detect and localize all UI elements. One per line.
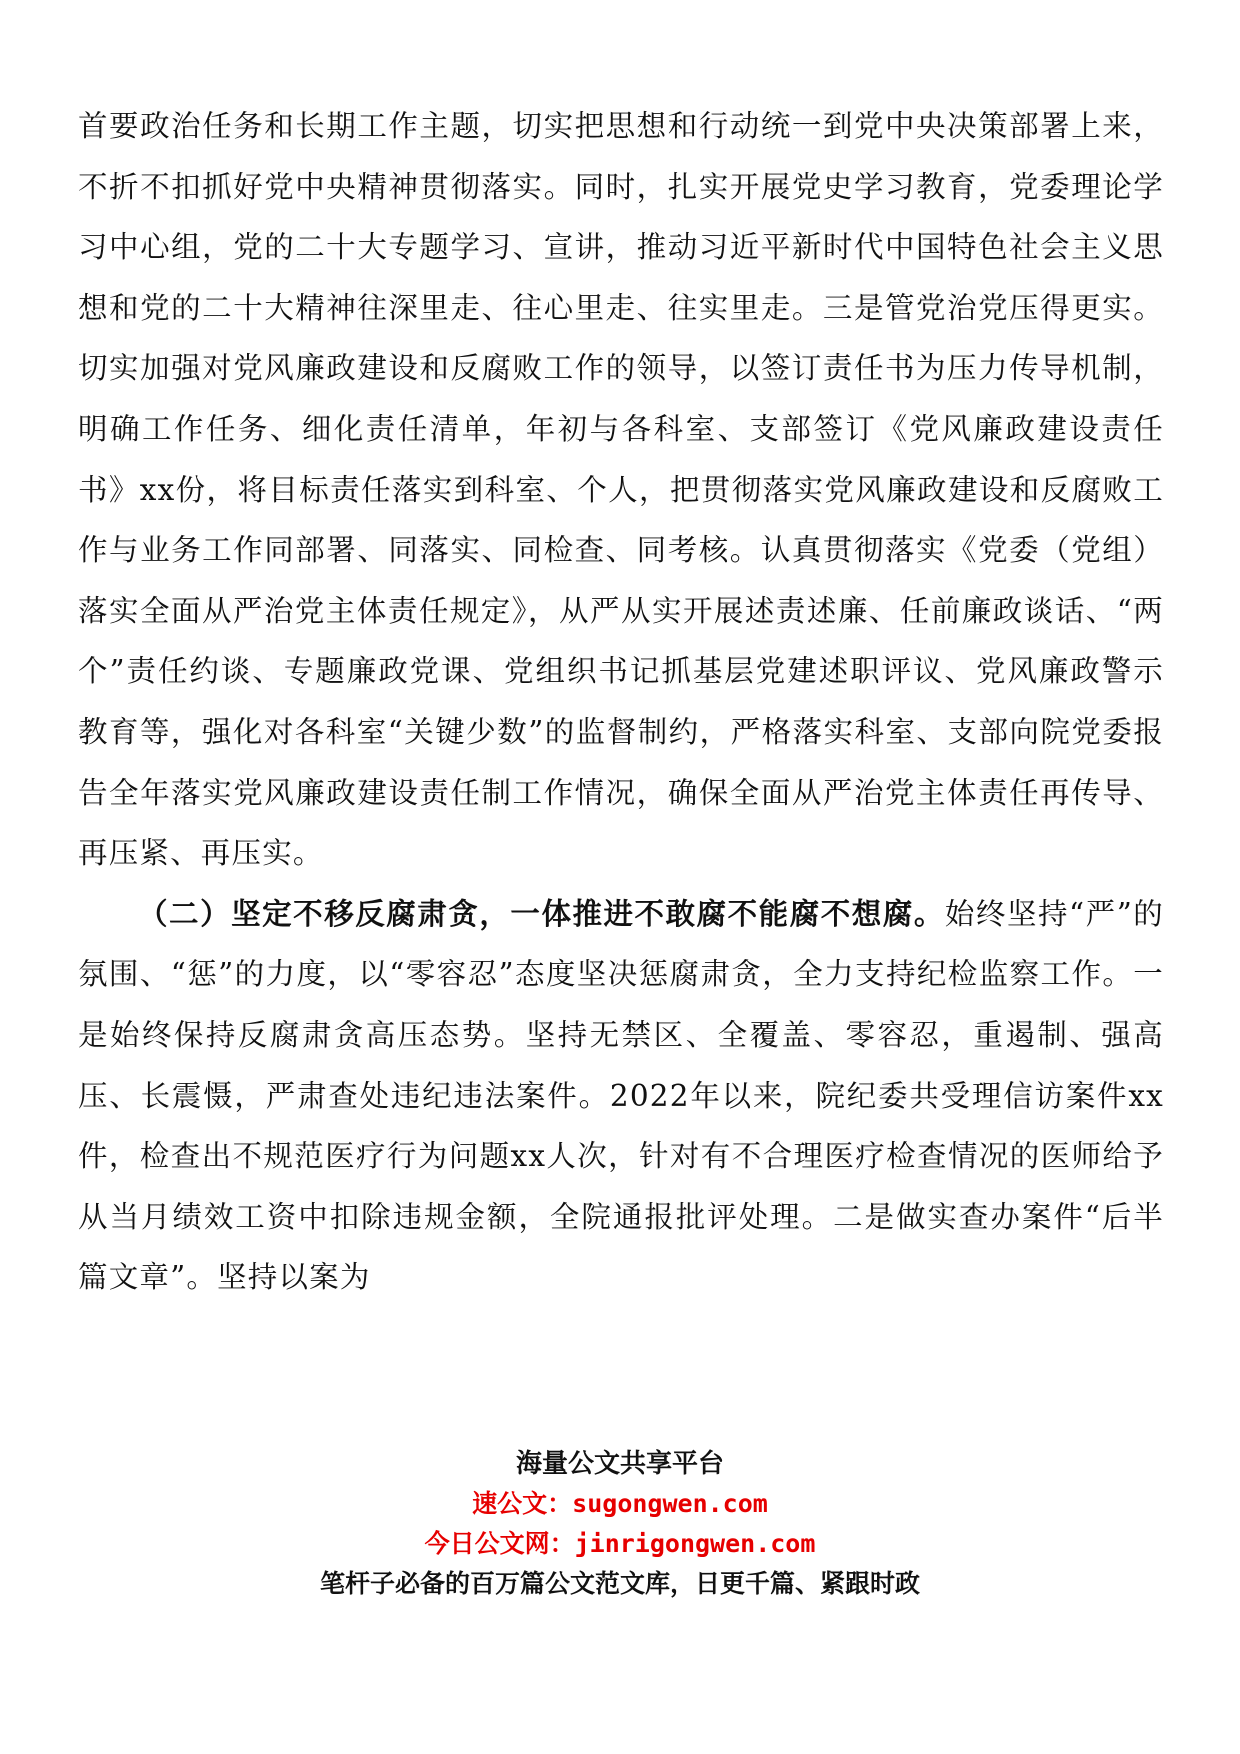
footer-site-2-url[interactable]: jinrigongwen.com [574,1529,816,1558]
promo-footer [0,1444,1240,1604]
footer-site-2 [0,1524,1240,1564]
footer-site-2-label: 今日公文网： [424,1529,575,1558]
footer-site-1 [0,1484,1240,1524]
footer-slogan: 笔杆子必备的百万篇公文范文库，日更千篇、紧跟时政 [319,1569,920,1598]
body-paragraph: 首要政治任务和长期工作主题，切实把思想和行动统一到党中央决策部署上来，不折不扣抓好党中央精神贯彻落实。同时，扎实开展党史学习教育，党委理论学习中心组，党的二十大专题学习、宣讲，推动习近平新时代中国特色社会主义思想和党的二十大精神往深里走、往心里走、往实里走。三是管党治党压得更实。切实加强对党风廉政建设和反腐败工作的领导，以签订责任书为压力传导机制，明确工作任务、细化责任清单，年初与各科室、支部签订《党风廉政建设责任书》xx份，将目标责任落实到科室、个人，把贯彻落实党风廉政建设和反腐败工作与业务工作同部署、同落实、同检查、同考核。认真贯彻落实《党委（党组）落实全面从严治党主体责任规定》，从严从实开展述责述廉、任前廉政谈话、“两个”责任约谈、专题廉政党课、党组织书记抓基层党建述职评议、党风廉政警示教育等，强化对各科室“关键少数”的监督制约，严格落实科室、支部向院党委报告全年落实党风廉政建设责任制工作情况，确保全面从严治党主体责任再传导、再压紧、再压实。 [78,109,1164,871]
body-paragraph-section-2 [78,884,1164,1308]
section-heading: （二）坚定不移反腐肃贪，一体推进不敢腐不能腐不想腐。 [138,896,945,931]
footer-site-1-label: 速公文： [472,1489,573,1518]
footer-site-1-url[interactable]: sugongwen.com [572,1489,768,1518]
document-body [78,96,1164,1308]
section-body-text: 始终坚持“严”的氛围、“惩”的力度，以“零容忍”态度坚决惩腐肃贪，全力支持纪检监察工作。一是始终保持反腐肃贪高压态势。坚持无禁区、全覆盖、零容忍，重遏制、强高压、长震慑，严肃查处违纪违法案件。2022年以来，院纪委共受理信访案件xx件，检查出不规范医疗行为问题xx人次，针对有不合理医疗检查情况的医师给予从当月绩效工资中扣除违规金额，全院通报批评处理。二是做实查办案件“后半篇文章”。坚持以案为 [78,896,1165,1295]
footer-platform-title: 海量公文共享平台 [515,1449,724,1479]
